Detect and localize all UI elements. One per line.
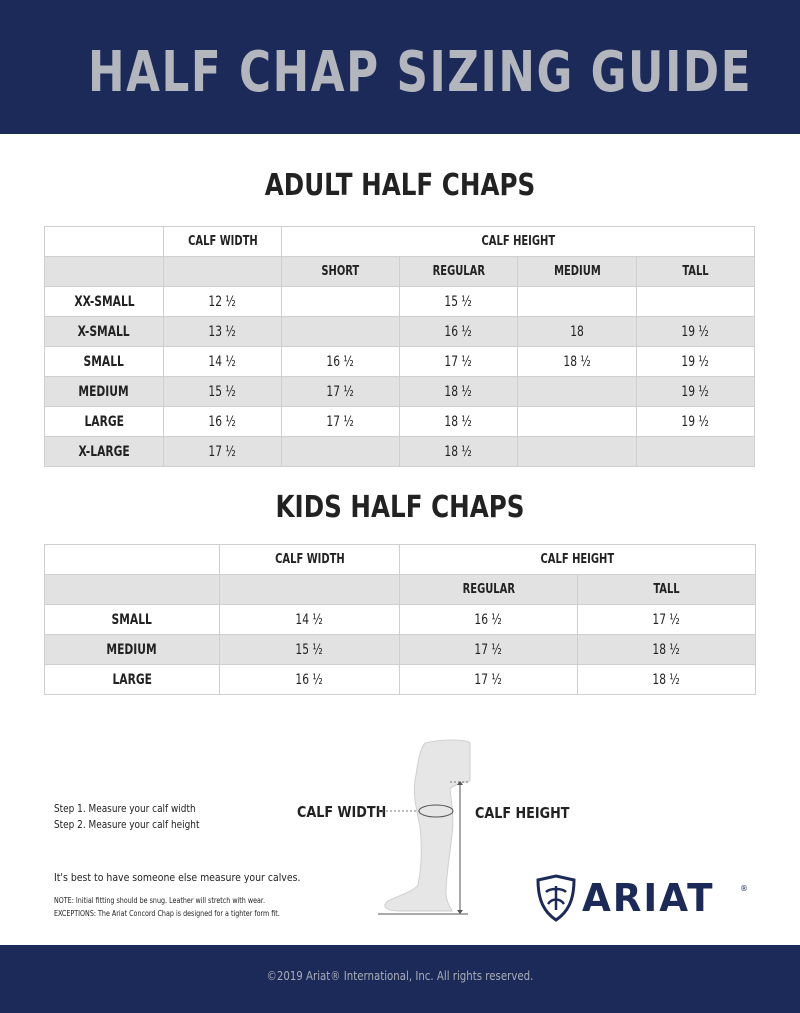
tall-cell: 19 ½ (637, 407, 755, 437)
calf-width-header: CALF WIDTH (220, 545, 400, 575)
table-row (45, 287, 755, 317)
regular-cell: 18 ½ (400, 407, 518, 437)
tall-cell: 19 ½ (637, 347, 755, 377)
table-row (45, 605, 756, 635)
size-label: XX-SMALL (45, 287, 164, 317)
empty-cell (45, 575, 220, 605)
width-cell: 15 ½ (220, 635, 400, 665)
table-row (45, 407, 755, 437)
width-cell: 14 ½ (220, 605, 400, 635)
advice-text: It's best to have someone else measure your calves. (54, 871, 301, 884)
regular-cell: 18 ½ (400, 437, 518, 467)
tall-cell: 18 ½ (578, 635, 756, 665)
step-1-text: Step 1. Measure your calf width (54, 803, 196, 815)
tall-header: TALL (637, 257, 755, 287)
table-subheader-row (45, 257, 755, 287)
medium-cell (518, 287, 637, 317)
regular-cell: 15 ½ (400, 287, 518, 317)
table-header-row (45, 227, 755, 257)
size-label: SMALL (45, 347, 164, 377)
medium-cell (518, 437, 637, 467)
tall-cell: 18 ½ (578, 665, 756, 695)
tall-cell (637, 287, 755, 317)
calf-height-header: CALF HEIGHT (400, 545, 756, 575)
regular-header: REGULAR (400, 257, 518, 287)
medium-cell: 18 (518, 317, 637, 347)
short-header: SHORT (282, 257, 400, 287)
footer-banner (0, 945, 800, 1013)
tall-header: TALL (578, 575, 756, 605)
size-label: MEDIUM (45, 377, 164, 407)
adult-section-title: ADULT HALF CHAPS (264, 168, 536, 203)
empty-cell (45, 545, 220, 575)
leg-measurement-icon (370, 735, 480, 920)
short-cell: 17 ½ (282, 377, 400, 407)
calf-width-label: CALF WIDTH (297, 803, 387, 821)
size-label: SMALL (45, 605, 220, 635)
regular-cell: 16 ½ (400, 317, 518, 347)
size-label: LARGE (45, 407, 164, 437)
regular-cell: 17 ½ (400, 665, 578, 695)
width-cell: 16 ½ (220, 665, 400, 695)
table-row (45, 347, 755, 377)
table-row (45, 317, 755, 347)
regular-cell: 18 ½ (400, 377, 518, 407)
width-cell: 13 ½ (164, 317, 282, 347)
table-header-row (45, 545, 756, 575)
tall-cell: 19 ½ (637, 317, 755, 347)
kids-section-title: KIDS HALF CHAPS (275, 490, 525, 525)
width-cell: 16 ½ (164, 407, 282, 437)
calf-width-header: CALF WIDTH (164, 227, 282, 257)
empty-cell (45, 257, 164, 287)
medium-header: MEDIUM (518, 257, 637, 287)
empty-cell (45, 227, 164, 257)
regular-cell: 16 ½ (400, 605, 578, 635)
empty-cell (220, 575, 400, 605)
header-banner (0, 0, 800, 134)
kids-size-table (44, 544, 756, 695)
tall-cell: 19 ½ (637, 377, 755, 407)
note-text: NOTE: Initial fitting should be snug. Leather will stretch with wear. (54, 896, 265, 905)
empty-cell (164, 257, 282, 287)
tall-cell: 17 ½ (578, 605, 756, 635)
short-cell (282, 317, 400, 347)
size-label: X-SMALL (45, 317, 164, 347)
medium-cell: 18 ½ (518, 347, 637, 377)
width-cell: 12 ½ (164, 287, 282, 317)
regular-cell: 17 ½ (400, 635, 578, 665)
regular-cell: 17 ½ (400, 347, 518, 377)
registered-mark: ® (740, 884, 748, 893)
exceptions-text: EXCEPTIONS: The Ariat Concord Chap is designed for a tighter form fit. (54, 909, 280, 918)
copyright-text: ©2019 Ariat® International, Inc. All rights reserved. (266, 969, 534, 983)
size-label: LARGE (45, 665, 220, 695)
step-2-text: Step 2. Measure your calf height (54, 819, 200, 831)
adult-size-table (44, 226, 755, 467)
table-subheader-row (45, 575, 756, 605)
ariat-logo-text: ARIAT (582, 876, 715, 920)
width-cell: 17 ½ (164, 437, 282, 467)
table-row (45, 665, 756, 695)
table-row (45, 437, 755, 467)
short-cell (282, 437, 400, 467)
size-label: X-LARGE (45, 437, 164, 467)
measure-steps (54, 801, 225, 833)
short-cell (282, 287, 400, 317)
medium-cell (518, 407, 637, 437)
size-label: MEDIUM (45, 635, 220, 665)
calf-height-header: CALF HEIGHT (282, 227, 755, 257)
fine-print (54, 894, 320, 920)
short-cell: 16 ½ (282, 347, 400, 377)
short-cell: 17 ½ (282, 407, 400, 437)
width-cell: 14 ½ (164, 347, 282, 377)
table-row (45, 377, 755, 407)
table-row (45, 635, 756, 665)
tall-cell (637, 437, 755, 467)
medium-cell (518, 377, 637, 407)
calf-height-label: CALF HEIGHT (475, 804, 570, 822)
width-cell: 15 ½ (164, 377, 282, 407)
page-title: HALF CHAP SIZING GUIDE (88, 40, 753, 105)
regular-header: REGULAR (400, 575, 578, 605)
